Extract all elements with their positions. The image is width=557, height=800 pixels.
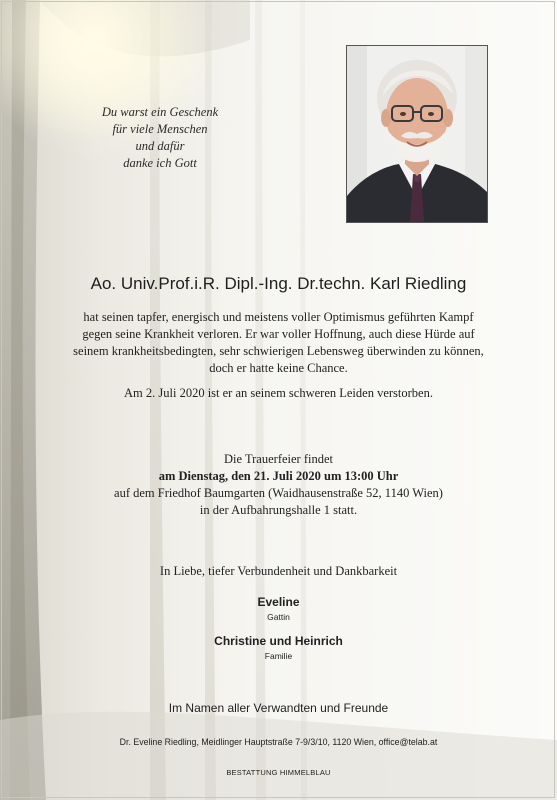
obituary-line: gegen seine Krankheit verloren. Er war voller Hoffnung, auch diese Hürde auf [82,327,475,341]
obituary-text [0,309,557,377]
portrait-photo [346,45,488,223]
funeral-hall: in der Aufbahrungshalle 1 statt. [199,503,358,517]
mourners-closing: Im Namen aller Verwandten und Freunde [168,701,389,715]
mourners-intro: In Liebe, tiefer Verbundenheit und Dankbarkeit [159,564,398,578]
mourner-name: Christine und Heinrich [214,634,343,648]
obituary-line: hat seinen tapfer, energisch und meistens voller Optimismus geführten Kampf [83,310,474,324]
funeral-date: am Dienstag, den 21. Juli 2020 um 13:00 Uhr [158,469,399,483]
mourner-christine-heinrich [0,633,557,662]
quote-line: und dafür [135,139,185,153]
obituary-line: doch er hatte keine Chance. [209,361,348,375]
quote-line: danke ich Gott [123,156,197,170]
mourner-name: Eveline [257,595,300,609]
death-notice: Am 2. Juli 2020 ist er an seinem schweren Leiden verstorben. [124,386,433,400]
funeral-details [0,451,557,519]
undertaker-name: BESTATTUNG HIMMELBLAU [226,768,331,777]
quote-line: Du warst ein Geschenk [101,105,219,119]
deceased-name: Ao. Univ.Prof.i.R. Dipl.-Ing. Dr.techn. Karl Riedling [90,274,467,293]
memorial-quote [80,104,240,172]
funeral-location: auf dem Friedhof Baumgarten (Waidhausenstraße 52, 1140 Wien) [114,486,443,500]
obituary-line: seinem krankheitsbedingten, sehr schwierigen Lebensweg überwinden zu können, [73,344,484,358]
contact-address: Dr. Eveline Riedling, Meidlinger Hauptstraße 7-9/3/10, 1120 Wien, office@telab.at [119,737,438,747]
funeral-intro: Die Trauerfeier findet [224,452,333,466]
quote-line: für viele Menschen [112,122,208,136]
mourner-eveline [0,594,557,623]
mourner-relation: Gattin [267,612,290,622]
mourner-relation: Familie [264,651,293,661]
